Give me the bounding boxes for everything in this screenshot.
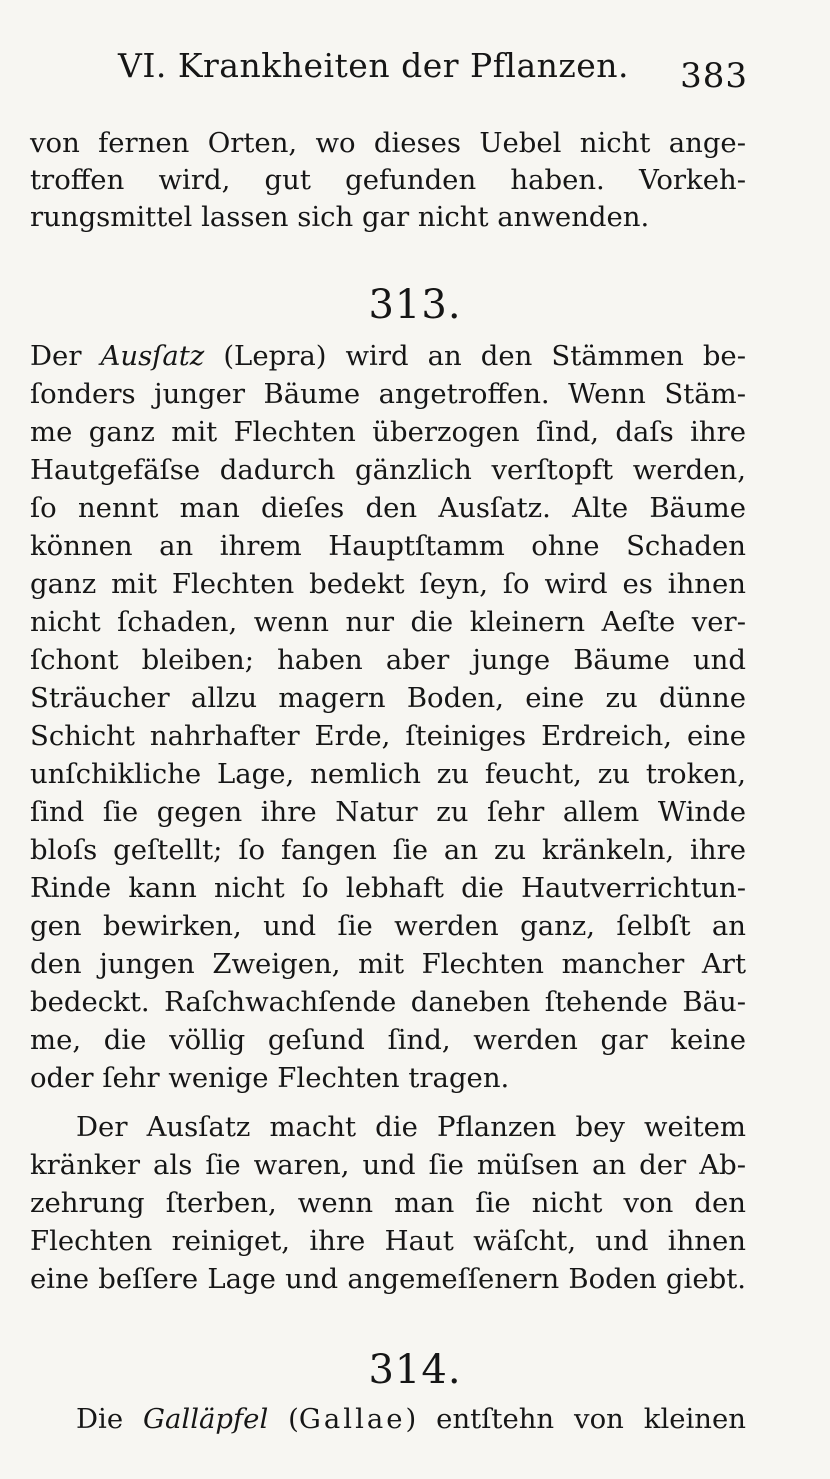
text-line: Sträucher allzu magern Boden, eine zu dünne — [30, 682, 746, 714]
text-line: oder ſehr wenige Flechten tragen. — [30, 1062, 510, 1094]
text-line: den jungen Zweigen, mit Flechten mancher Art — [30, 948, 746, 980]
text-line: me ganz mit Flechten überzogen ſind, daſs ihre — [30, 416, 746, 448]
text-line: Hautgefäſse dadurch gänzlich verſtopft werden, — [30, 454, 746, 486]
text-line: ſind ſie gegen ihre Natur zu ſehr allem Winde — [30, 796, 746, 828]
text-line: Der Ausſatz (Lepra) wird an den Stämmen be- — [30, 340, 746, 372]
section-number-313: 313. — [368, 282, 462, 328]
text-line: zehrung ſterben, wenn man ſie nicht von den — [30, 1187, 746, 1219]
text-line: troffen wird, gut gefunden haben. Vorkeh- — [30, 164, 746, 196]
text-line: unſchikliche Lage, nemlich zu feucht, zu troken, — [30, 758, 746, 790]
term-ausfatz: Ausſatz — [100, 340, 205, 372]
chapter-title: VI. Krankheiten der Pflanzen. — [118, 46, 630, 85]
page-number: 383 — [680, 56, 748, 96]
term-gallapfel: Galläpfel — [143, 1403, 269, 1435]
text-line: Der Ausſatz macht die Pflanzen bey weitem — [76, 1111, 746, 1143]
text-line: können an ihrem Hauptſtamm ohne Schaden — [30, 530, 746, 562]
text-line: Rinde kann nicht ſo lebhaft die Hautverrichtun- — [30, 872, 746, 904]
text-line: ſonders junger Bäume angetroffen. Wenn Stäm- — [30, 378, 746, 410]
text-line: Flechten reiniget, ihre Haut wäſcht, und ihnen — [30, 1225, 746, 1257]
text-line: kränker als ſie waren, und ſie müſsen an der Ab- — [30, 1149, 746, 1181]
text-line: ſo nennt man dieſes den Ausſatz. Alte Bäume — [30, 492, 746, 524]
text-line: nicht ſchaden, wenn nur die kleinern Aeſte ver- — [30, 606, 746, 638]
text-line: ſchont bleiben; haben aber junge Bäume und — [30, 644, 746, 676]
text-line: bloſs geſtellt; ſo fangen ſie an zu kränkeln, ihre — [30, 834, 746, 866]
text-line: eine beſſere Lage und angemeſſenern Boden giebt. — [30, 1263, 746, 1295]
text-line: gen bewirken, und ſie werden ganz, ſelbſt an — [30, 910, 746, 942]
running-header — [118, 46, 748, 96]
text-line: bedeckt. Raſchwachſende daneben ſtehende Bäu- — [30, 986, 746, 1018]
text-line: me, die völlig geſund ſind, werden gar keine — [30, 1024, 746, 1056]
text-line: Schicht nahrhafter Erde, ſteiniges Erdreich, eine — [30, 720, 746, 752]
latin-term: Gallae — [298, 1403, 406, 1435]
text-line: Die Galläpfel (Gallae) entſtehn von kleinen — [76, 1403, 747, 1435]
section-number-314: 314. — [368, 1347, 462, 1393]
text-line: rungsmittel lassen sich gar nicht anwenden. — [30, 201, 650, 233]
text-line: von fernen Orten, wo dieses Uebel nicht ange- — [30, 127, 746, 159]
text-line: ganz mit Flechten bedekt ſeyn, ſo wird es ihnen — [30, 568, 746, 600]
